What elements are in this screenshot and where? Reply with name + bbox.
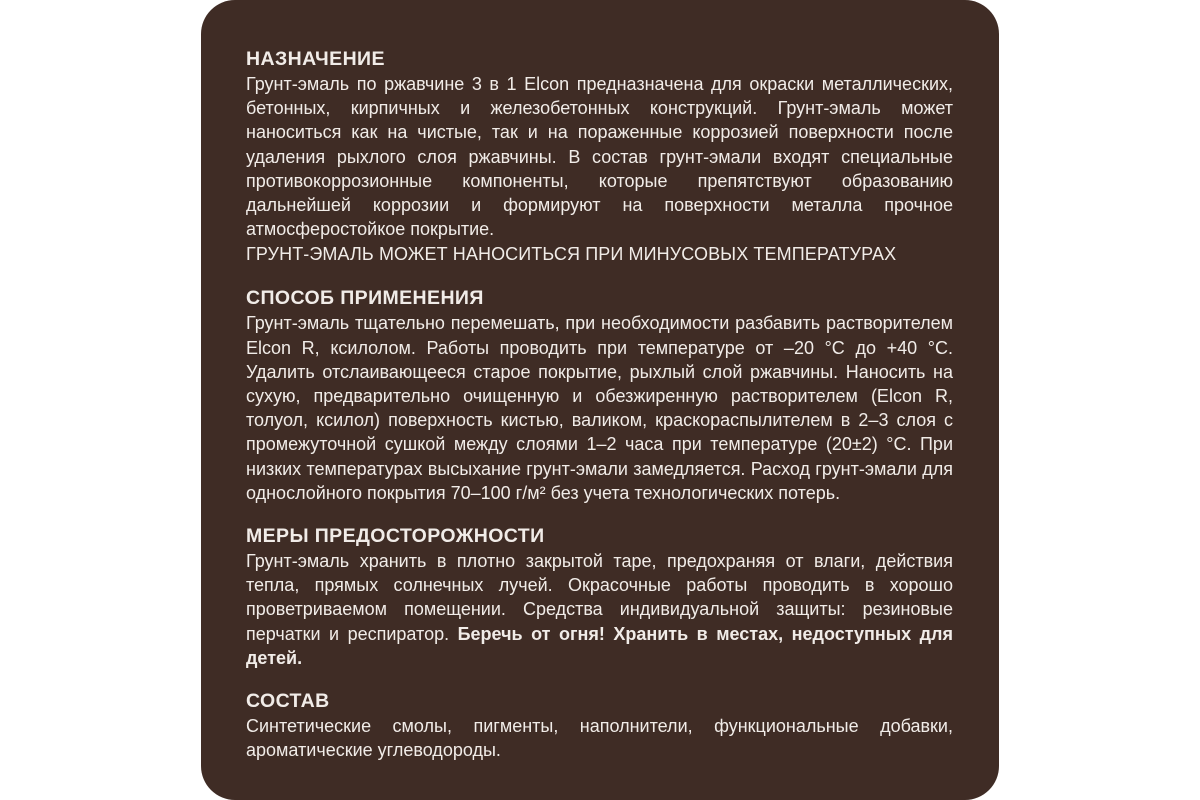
- section-precautions: [246, 523, 953, 670]
- section-text-application: Грунт-эмаль тщательно перемешать, при необходимости разбавить растворителем Elcon R, ксилолом. Работы проводить при температуре от –20 °С до +40 °С. Удалить отслаивающееся старое покрытие, рыхлый слой ржавчины. Наносить на сухую, предварительно очищенную и обезжиренную растворителем (Elcon R, толуол, ксилол) поверхность кистью, валиком, краскораспылителем в 2–3 слоя с промежуточной сушкой между слоями 1–2 часа при температуре (20±2) °С. При низких температурах высыхание грунт-эмали замедляется. Расход грунт-эмали для однослойного покрытия 70–100 г/м² без учета технологических потерь.: [246, 313, 953, 503]
- precautions-warning: Беречь от огня! Хранить в местах, недоступных для детей.: [246, 623, 953, 668]
- section-heading-purpose: НАЗНАЧЕНИЕ: [246, 48, 385, 70]
- section-text-composition: Синтетические смолы, пигменты, наполнители, функциональные добавки, ароматические углеводороды.: [246, 716, 953, 761]
- section-application: [246, 285, 953, 505]
- section-text-precautions: [246, 549, 953, 670]
- section-note-purpose: ГРУНТ-ЭМАЛЬ МОЖЕТ НАНОСИТЬСЯ ПРИ МИНУСОВЫХ ТЕМПЕРАТУРАХ: [246, 244, 897, 265]
- precautions-text: Грунт-эмаль хранить в плотно закрытой таре, предохраняя от влаги, действия тепла, прямых солнечных лучей. Окрасочные работы проводить в хорошо проветриваемом помещении. Средства индивидуальной защиты: резиновые перчатки и респиратор.: [246, 551, 953, 644]
- section-heading-precautions: МЕРЫ ПРЕДОСТОРОЖНОСТИ: [246, 525, 545, 548]
- product-info-card: [201, 0, 999, 800]
- section-heading-composition: СОСТАВ: [246, 690, 330, 713]
- section-composition: [246, 688, 953, 762]
- section-text-purpose: Грунт-эмаль по ржавчине 3 в 1 Elcon предназначена для окраски металлических, бетонных, кирпичных и железобетонных конструкций. Грунт-эмаль может наноситься как на чистые, так и на пораженные коррозией поверхности после удаления рыхлого слоя ржавчины. В состав грунт-эмали входят специальные противокоррозионные компоненты, которые препятствуют образованию дальнейшей коррозии и формируют на поверхности металла прочное атмосферостойкое покрытие.: [246, 74, 953, 240]
- section-heading-application: СПОСОБ ПРИМЕНЕНИЯ: [246, 287, 484, 310]
- section-purpose: [246, 46, 953, 267]
